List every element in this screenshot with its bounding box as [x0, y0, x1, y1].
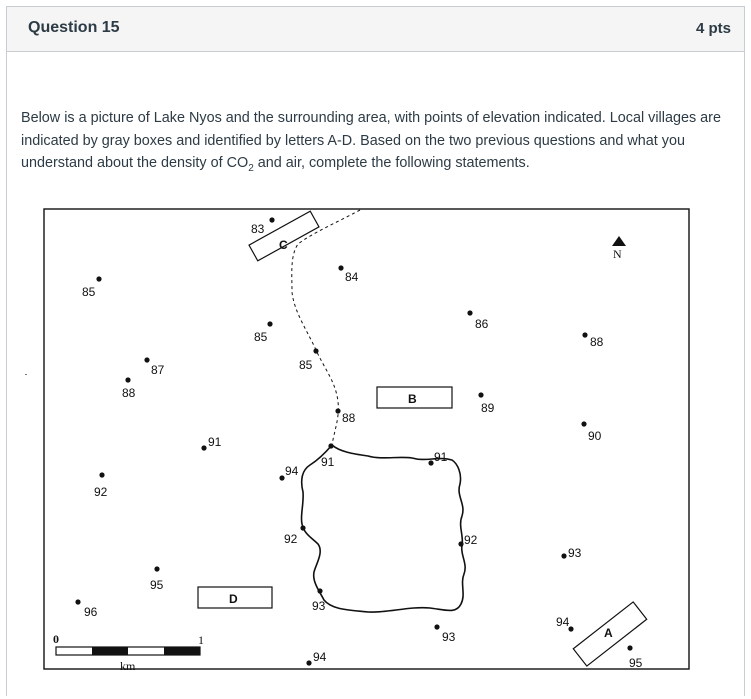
- north-arrow: [612, 236, 626, 261]
- elevation-dot: [154, 566, 159, 571]
- village-c: [249, 211, 319, 261]
- elevation-label: 88: [342, 411, 356, 425]
- elevation-label: 87: [151, 363, 165, 377]
- elevation-dot: [317, 588, 322, 593]
- elevation-label: 95: [150, 578, 164, 592]
- village-a-label: A: [604, 626, 613, 640]
- scale-unit-label: km: [120, 659, 136, 672]
- elevation-dot: [96, 276, 101, 281]
- stray-mark: [25, 374, 27, 375]
- elevation-label: 85: [82, 285, 96, 299]
- scale-start-label: 0: [53, 632, 59, 646]
- elevation-points: [75, 217, 642, 670]
- elevation-label: 90: [588, 429, 602, 443]
- elevation-dot: [269, 217, 274, 222]
- elevation-label: 93: [568, 546, 582, 560]
- village-c-label: C: [279, 238, 288, 252]
- elevation-label: 94: [285, 464, 299, 478]
- elevation-label: 94: [313, 650, 327, 664]
- elevation-label: 83: [251, 222, 265, 236]
- stream-dashed: [292, 210, 360, 445]
- question-text: [21, 107, 726, 175]
- lake-outline: [301, 445, 465, 612]
- question-points: 4 pts: [695, 20, 731, 37]
- elevation-label: 92: [464, 533, 478, 547]
- elevation-dot: [99, 472, 104, 477]
- scale-end-label: 1: [198, 633, 204, 647]
- village-d: [198, 587, 272, 608]
- elevation-dot: [267, 321, 272, 326]
- elevation-dot: [201, 445, 206, 450]
- elevation-dot: [313, 348, 318, 353]
- village-b-label: B: [408, 392, 417, 406]
- question-title: Question 15: [28, 19, 120, 36]
- elevation-dot: [338, 265, 343, 270]
- elevation-label: 88: [590, 335, 604, 349]
- elevation-dot: [478, 392, 483, 397]
- elevation-dot: [582, 332, 587, 337]
- village-b: [377, 387, 452, 408]
- elevation-label: 95: [629, 656, 643, 670]
- elevation-dot: [458, 541, 463, 546]
- elevation-label: 93: [312, 599, 326, 613]
- question-header: [7, 7, 744, 52]
- north-arrow-icon: [612, 236, 626, 246]
- elevation-label: 92: [94, 485, 108, 499]
- elevation-dot: [428, 460, 433, 465]
- elevation-dot: [306, 660, 311, 665]
- elevation-dot: [279, 475, 284, 480]
- question-text-main: Below is a picture of Lake Nyos and the surrounding area, with points of elevation indicated. Local villages are indicated by gray boxes and identified by letters A-D. Based on the two previous questions and what you understand about the density of CO: [21, 110, 721, 171]
- elevation-label: 93: [442, 630, 456, 644]
- elevation-dot: [434, 624, 439, 629]
- elevation-dot: [75, 599, 80, 604]
- question-text-end: and air, complete the following statements.: [253, 155, 530, 171]
- elevation-label: 89: [481, 401, 495, 415]
- village-d-label: D: [229, 592, 238, 606]
- elevation-dot: [328, 443, 333, 448]
- elevation-label: 91: [208, 435, 222, 449]
- elevation-label: 96: [84, 605, 98, 619]
- co2-subscript: 2: [248, 162, 254, 174]
- elevation-label: 88: [122, 386, 136, 400]
- elevation-dot: [144, 357, 149, 362]
- elevation-label: 86: [475, 317, 489, 331]
- scale-bar: [53, 632, 204, 672]
- lake-nyos-map: [38, 202, 698, 672]
- elevation-label: 94: [556, 615, 570, 629]
- elevation-label: 84: [345, 270, 359, 284]
- elevation-dot: [627, 645, 632, 650]
- elevation-dot: [125, 377, 130, 382]
- elevation-label: 91: [434, 450, 448, 464]
- north-label: N: [613, 247, 622, 261]
- elevation-dot: [467, 310, 472, 315]
- elevation-label: 85: [299, 358, 313, 372]
- elevation-dot: [300, 525, 305, 530]
- elevation-dot: [335, 408, 340, 413]
- elevation-label: 91: [321, 455, 335, 469]
- elevation-label: 85: [254, 330, 268, 344]
- elevation-label: 92: [284, 532, 298, 546]
- elevation-dot: [581, 421, 586, 426]
- elevation-dot: [561, 553, 566, 558]
